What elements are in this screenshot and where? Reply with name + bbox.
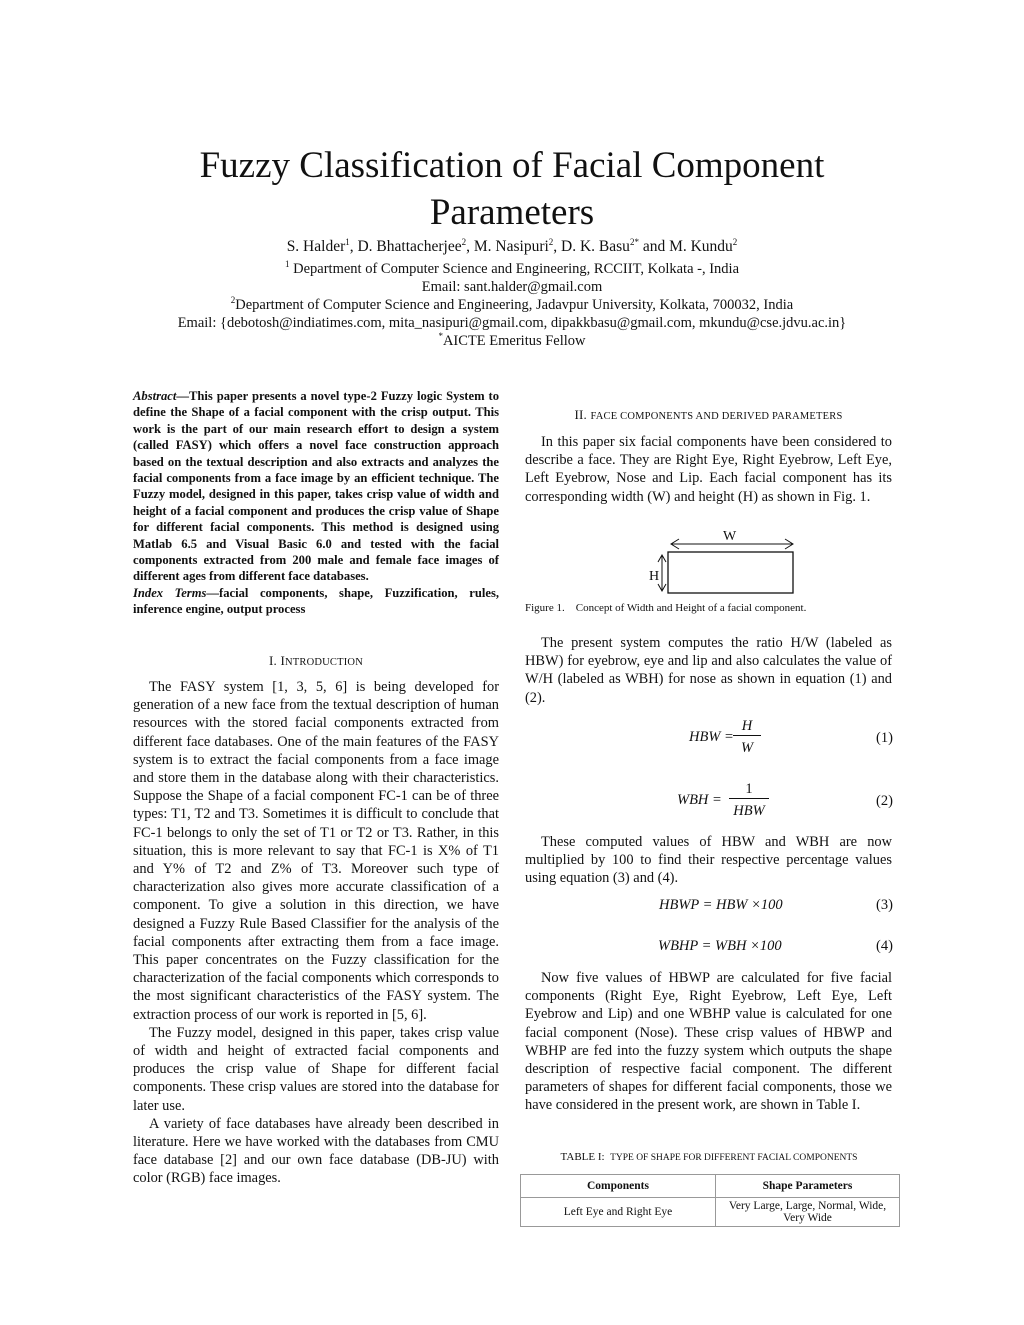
- title-line-1: Fuzzy Classification of Facial Component: [199, 145, 825, 186]
- section-1-heading: [133, 653, 499, 669]
- section-2-paragraph-4: [525, 969, 892, 1115]
- section-1-number: I.: [269, 653, 281, 668]
- section-2-paragraph-3: [525, 833, 892, 888]
- table-cell-shape-params: Very Large, Large, Normal, Wide, Very Wide: [716, 1198, 900, 1227]
- affiliation-2: [0, 296, 1024, 314]
- affiliation-1: [0, 260, 1024, 278]
- section-2-title: FACE COMPONENTS AND DERIVED PARAMETERS: [590, 411, 843, 422]
- email-2: Email: {debotosh@indiatimes.com, mita_nasipuri@gmail.com, dipakkbasu@gmail.com, mkundu@cse.jdvu.ac.in}: [177, 315, 847, 331]
- author-4: , D. K. Basu: [553, 238, 630, 255]
- figure-1-w-label: W: [723, 529, 737, 544]
- equation-4-number: (4): [876, 938, 893, 954]
- index-terms-text: —facial components, shape, Fuzzification, rules, inference engine, output process: [133, 585, 499, 617]
- email-1: Email: sant.halder@gmail.com: [421, 279, 603, 295]
- figure-1-caption-label: Figure 1.: [525, 602, 565, 614]
- section-1-body: [133, 678, 499, 1188]
- author-3-sup: 2: [548, 236, 554, 247]
- shape-table: [520, 1174, 900, 1227]
- equation-4: WBHP = WBH ×100: [658, 938, 782, 954]
- section-2-text-4: Now five values of HBWP are calculated for five facial components (Right Eye, Right Eyebrow, Left Eye, Left Eyebrow and Lip) and one WBHP value is calculated for one facial component (Nose). These crisp values of HBWP and WBHP are fed into the fuzzy system which outputs the shape description of respective facial component. The different parameters of shapes for different facial components, those we have considered in the present work, are shown in Table I.: [525, 970, 892, 1114]
- equation-2-number: (2): [876, 793, 893, 809]
- section-2-text-3: These computed values of HBW and WBH are now multiplied by 100 to find their respective percentage values using equation (3) and (4).: [525, 834, 892, 887]
- affiliation-1-sup: 1: [285, 259, 290, 270]
- author-list: [0, 238, 1024, 256]
- figure-1: [647, 528, 807, 596]
- equation-1-denominator: W: [740, 740, 754, 756]
- author-1-sup: 1: [345, 236, 350, 247]
- table-1-caption: [520, 1151, 898, 1163]
- affiliation-1-text: Department of Computer Science and Engineering, RCCIIT, Kolkata -, India: [289, 261, 739, 277]
- fellow-text: AICTE Emeritus Fellow: [442, 333, 586, 349]
- title-line-2: Parameters: [429, 192, 595, 233]
- figure-1-h-label: H: [649, 569, 660, 584]
- table-header-shape-parameters: Shape Parameters: [716, 1175, 900, 1198]
- affiliation-2-sup: 2: [230, 295, 236, 306]
- section-2-paragraph-2: [525, 634, 892, 707]
- section-1-title-cap: I: [280, 653, 285, 668]
- section-1-title-rest: NTRODUCTION: [284, 657, 363, 668]
- component-box: [668, 552, 793, 593]
- table-1: [520, 1174, 900, 1227]
- section-2-number: II.: [574, 407, 591, 422]
- equation-2-numerator: 1: [729, 781, 769, 799]
- author-5-sup: 2: [732, 236, 738, 247]
- author-2: , D. Bhattacherjee: [349, 238, 462, 255]
- author-1: S. Halder: [286, 238, 346, 255]
- table-1-caption-text: TYPE OF SHAPE FOR DIFFERENT FACIAL COMPONENTS: [610, 1153, 858, 1163]
- equation-2-lhs: WBH =: [677, 792, 722, 808]
- abstract-label: Abstract: [133, 389, 177, 403]
- equation-1-lhs: HBW =: [689, 729, 734, 745]
- equation-1-number: (1): [876, 730, 893, 746]
- section-2-heading: [525, 407, 892, 423]
- fellow-note: [0, 332, 1024, 350]
- intro-paragraph-3: A variety of face databases have already been described in literature. Here we have worked with the databases from CMU face database [2] and our own face database (DB-JU) with color (RGB) face images.: [133, 1115, 499, 1187]
- author-3: , M. Nasipuri: [466, 238, 549, 255]
- equation-1-numerator: H: [733, 718, 761, 736]
- table-1-caption-label: TABLE I:: [560, 1151, 605, 1163]
- fellow-sup: *: [438, 331, 443, 342]
- affiliation-2-text: Department of Computer Science and Engineering, Jadavpur University, Kolkata, 700032, India: [235, 297, 794, 313]
- author-5: and M. Kundu: [638, 238, 733, 255]
- equation-3: HBWP = HBW ×100: [659, 897, 783, 913]
- table-header-components: Components: [521, 1175, 716, 1198]
- figure-1-caption-text: Concept of Width and Height of a facial component.: [575, 602, 807, 614]
- intro-paragraph-1: The FASY system [1, 3, 5, 6] is being developed for generation of a new face from the textual description of human resources with the stored facial components extracted from different face databases. One of the main features of the FASY system is to extract the facial components from a face image and store them in the database along with their characteristics. Suppose the Shape of a facial component FC-1 can be of three types: T1, T2 and T3. Sometimes it is difficult to conclude that FC-1 belongs to only the set of T1 or T2 or T3. Rather, in this situation, this is more relevant to say that FC-1 is X% of T1 and Y% of T2 and Z% of T3. Moreover such type of characterization also gives more accurate classification of a component. To give a solution in this direction, we have designed a Fuzzy Rule Based Classifier for the analysis of the facial components after extracting them from a face image. This paper concentrates on the Fuzzy classification for the characterization of the facial components which corresponds to the most significant characteristics of the FASY system. The extraction process of our work is reported in [5, 6].: [133, 679, 499, 1023]
- abstract-text: —This paper presents a novel type-2 Fuzzy logic System to define the Shape of a facial component with the crisp output. This work is the part of our main research effort to design a system (called FASY) which offers a novel face construction approach based on the textual description and also extracts and analyzes the facial components from a face image by an efficient technique. The Fuzzy model, designed in this paper, takes crisp value of width and height of a facial component and produces the crisp value of Shape for different facial components. This method is designed using Matlab 6.5 and Visual Basic 6.0 and tested with the facial components extracted from 200 male and female face images of different ages from different face databases.: [133, 389, 499, 584]
- equation-2-denominator: HBW: [733, 803, 765, 819]
- table-header-row: [521, 1175, 900, 1198]
- section-2-text-2: The present system computes the ratio H/W (labeled as HBW) for eyebrow, eye and lip and also calculates the value of W/H (labeled as WBH) for nose as shown in equation (1) and (2).: [525, 635, 892, 706]
- author-4-sup: 2*: [629, 236, 639, 247]
- equation-3-number: (3): [876, 897, 893, 913]
- abstract: [133, 388, 499, 618]
- intro-paragraph-2: The Fuzzy model, designed in this paper, takes crisp value of width and height of extracted facial components and produces the crisp value of Shape for different facial components. These crisp values are stored into the database for later use.: [133, 1024, 499, 1114]
- index-terms-label: Index Terms: [133, 585, 207, 600]
- table-cell-component: Left Eye and Right Eye: [521, 1198, 716, 1227]
- figure-1-caption: [525, 602, 806, 614]
- section-2-text-1: In this paper six facial components have been considered to describe a face. They are Right Eye, Right Eyebrow, Left Eye, Left Eyebrow, Nose and Lip. Each facial component has its corresponding width (W) and height (H) as shown in Fig. 1.: [525, 434, 892, 505]
- author-2-sup: 2: [461, 236, 467, 247]
- table-row: [521, 1198, 900, 1227]
- paper-title: [0, 142, 1024, 236]
- section-2-paragraph-1: [525, 433, 892, 506]
